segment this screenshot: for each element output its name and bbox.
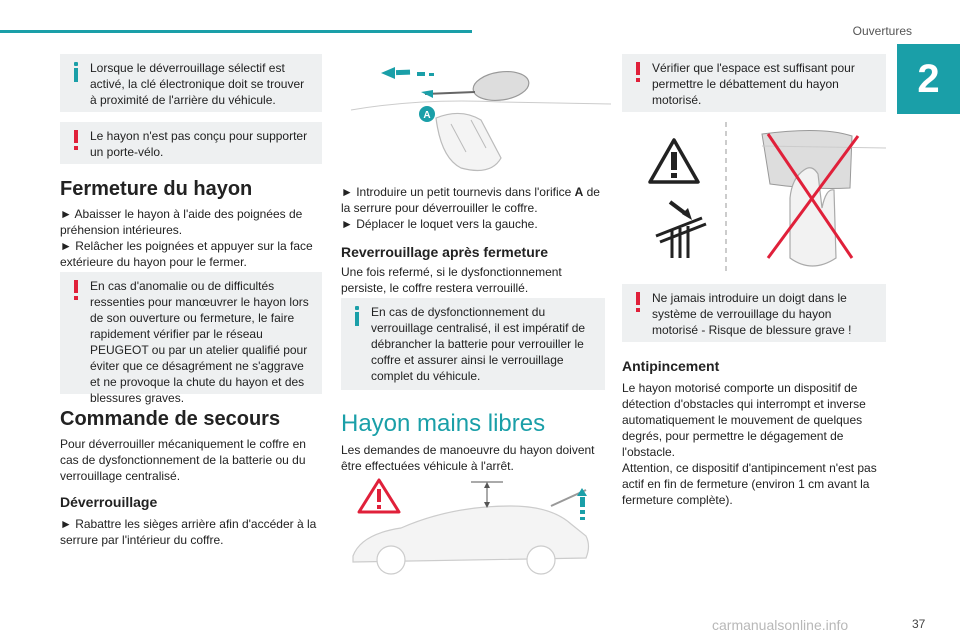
warning-icon bbox=[633, 292, 643, 312]
screwdriver-lock-figure bbox=[341, 58, 611, 180]
hayon-text: Les demandes de manoeuvre du hayon doivent être effectuées véhicule à l'arrêt. bbox=[341, 443, 595, 473]
step-text-a: ► Introduire un petit tournevis dans l'orifice bbox=[341, 185, 575, 199]
reverrouillage-text: Une fois refermé, si le dysfonctionnement persiste, le coffre restera verrouillé. bbox=[341, 265, 562, 295]
warning-icon bbox=[71, 280, 81, 300]
car-tailgate-clearance-figure bbox=[341, 476, 605, 586]
chapter-number: 2 bbox=[897, 44, 960, 114]
warning-box-text: En cas d'anomalie ou de difficultés ressenties pour manœuvrer le hayon lors de son ouverture ou fermeture, le faire rapidement vérifier par le réseau PEUGEOT ou par un atelier qualifié pour éviter que ce désagrément ne s'aggrave et ne provoque la chute du hayon et des blessures graves. bbox=[90, 279, 309, 405]
warning-triangle-icon bbox=[650, 140, 698, 182]
heading-antipincement: Antipincement bbox=[622, 358, 720, 374]
warning-box-anomaly bbox=[60, 272, 322, 405]
info-box-text: En cas de dysfonctionnement du verrouillage centralisé, il est impératif de débrancher la batterie pour verrouiller le coffre et assurer ainsi le verrouillage complet du véhicule. bbox=[371, 305, 586, 383]
commande-text: Pour déverrouiller mécaniquement le coffre en cas de dysfonctionnement de la batterie ou du verrouillage centralisé. bbox=[60, 437, 306, 483]
warning-box-text: Ne jamais introduire un doigt dans le système de verrouillage du hayon motorisé - Risque de blessure grave ! bbox=[652, 291, 852, 337]
info-icon bbox=[352, 306, 362, 326]
info-icon bbox=[71, 62, 81, 82]
info-box-selective-unlock bbox=[60, 54, 322, 112]
warning-box-bike-rack bbox=[60, 122, 322, 164]
fermeture-steps: ► Abaisser le hayon à l'aide des poignées de préhension intérieures. ► Relâcher les poignées et appuyer sur la face extérieure du hayon pour le fermer. bbox=[60, 207, 313, 269]
finger-hazard-figure bbox=[622, 118, 886, 278]
label-a-text: A bbox=[423, 110, 431, 121]
heading-fermeture: Fermeture du hayon bbox=[60, 178, 253, 200]
warning-icon bbox=[71, 130, 81, 150]
antipincement-text: Le hayon motorisé comporte un dispositif de détection d'obstacles qui interrompt et inverse automatiquement le mouvement de quelques degrés, pour permettre le dégagement de l'obstacle. Attention, ce dispositif d'antipincement n'est pas actif en fin de fermeture (environ 1 cm avant la fermeture complète). bbox=[622, 381, 877, 507]
deverrouillage-text: ► Rabattre les sièges arrière afin d'accéder à la serrure par l'intérieur du coffre. bbox=[60, 517, 317, 547]
header-accent-bar bbox=[0, 30, 472, 33]
step-text-a-bold: A bbox=[574, 185, 584, 199]
hand-pinch-icon bbox=[656, 202, 706, 258]
warning-box-finger bbox=[622, 284, 886, 342]
section-title: Ouvertures bbox=[852, 24, 912, 38]
warning-triangle-icon bbox=[359, 480, 399, 512]
heading-reverrouillage: Reverrouillage après fermeture bbox=[341, 244, 548, 260]
info-box-text: Lorsque le déverrouillage sélectif est activé, la clé électronique doit se trouver à proximité de l'arrière du véhicule. bbox=[90, 61, 305, 107]
warning-box-space bbox=[622, 54, 886, 112]
watermark: carmanualsonline.info bbox=[712, 617, 849, 633]
warning-icon bbox=[633, 62, 643, 82]
step-text-a2: de la serrure pour déverrouiller le coffre. ► Déplacer le loquet vers la gauche. bbox=[341, 185, 600, 231]
heading-commande: Commande de secours bbox=[60, 408, 281, 430]
page-number: 37 bbox=[912, 617, 926, 631]
heading-hayon-mains-libres: Hayon mains libres bbox=[341, 410, 546, 437]
warning-box-text: Vérifier que l'espace est suffisant pour permettre le débattement du hayon motorisé. bbox=[652, 61, 855, 107]
screwdriver-steps bbox=[341, 184, 605, 232]
info-box-central-locking bbox=[341, 298, 605, 390]
warning-box-text: Le hayon n'est pas conçu pour supporter un porte-vélo. bbox=[90, 129, 308, 159]
heading-deverrouillage: Déverrouillage bbox=[60, 494, 158, 510]
